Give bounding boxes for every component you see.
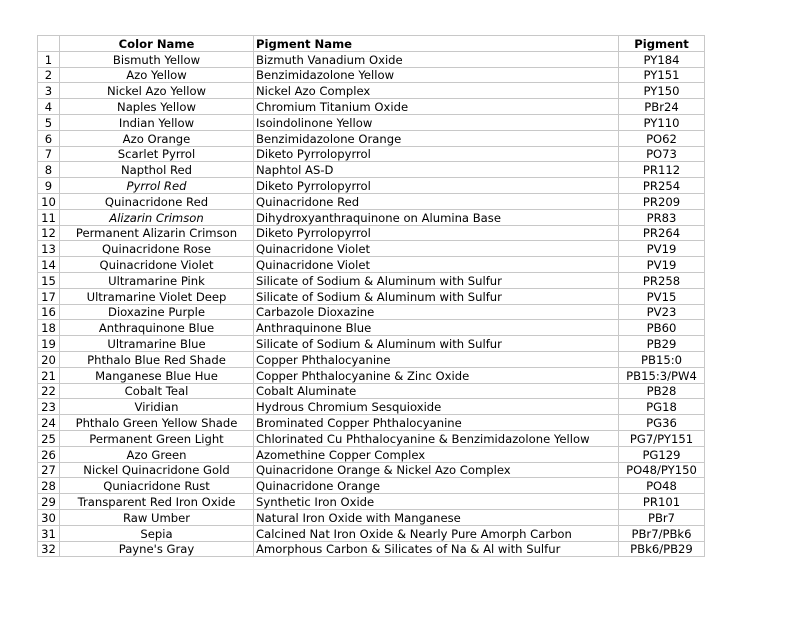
- pigment-name-cell: Quinacridone Violet: [254, 241, 619, 257]
- pigment-name-cell: Benzimidazolone Yellow: [254, 67, 619, 83]
- color-name-cell: Manganese Blue Hue: [60, 367, 254, 383]
- pigment-code-cell: PB60: [619, 320, 705, 336]
- table-row: [38, 430, 705, 446]
- color-name-cell: Azo Green: [60, 446, 254, 462]
- table-row: [38, 67, 705, 83]
- pigment-name-cell: Silicate of Sodium & Aluminum with Sulfur: [254, 336, 619, 352]
- pigment-code-cell: PG18: [619, 399, 705, 415]
- pigment-name-cell: Quinacridone Orange & Nickel Azo Complex: [254, 462, 619, 478]
- row-number: 3: [38, 83, 60, 99]
- color-name-cell: Pyrrol Red: [60, 178, 254, 194]
- pigment-name-cell: Amorphous Carbon & Silicates of Na & Al with Sulfur: [254, 541, 619, 557]
- table-row: [38, 478, 705, 494]
- row-number: 17: [38, 288, 60, 304]
- row-number: 27: [38, 462, 60, 478]
- pigment-table: [37, 35, 705, 557]
- color-name-cell: Payne's Gray: [60, 541, 254, 557]
- color-name-cell: Scarlet Pyrrol: [60, 146, 254, 162]
- table-row: [38, 146, 705, 162]
- pigment-name-cell: Quinacridone Red: [254, 193, 619, 209]
- pigment-name-cell: Chlorinated Cu Phthalocyanine & Benzimidazolone Yellow: [254, 430, 619, 446]
- color-name-cell: Naples Yellow: [60, 99, 254, 115]
- color-name-cell: Bismuth Yellow: [60, 51, 254, 67]
- table-row: [38, 525, 705, 541]
- color-name-cell: Azo Orange: [60, 130, 254, 146]
- table-row: [38, 446, 705, 462]
- pigment-name-cell: Dihydroxyanthraquinone on Alumina Base: [254, 209, 619, 225]
- row-number: 31: [38, 525, 60, 541]
- pigment-name-cell: Quinacridone Violet: [254, 257, 619, 273]
- pigment-code-cell: PO73: [619, 146, 705, 162]
- header-pigment: Pigment: [619, 36, 705, 52]
- pigment-code-cell: PO62: [619, 130, 705, 146]
- row-number: 30: [38, 509, 60, 525]
- color-name-cell: Quinacridone Rose: [60, 241, 254, 257]
- table-row: [38, 494, 705, 510]
- pigment-code-cell: PY151: [619, 67, 705, 83]
- pigment-name-cell: Brominated Copper Phthalocyanine: [254, 415, 619, 431]
- row-number: 22: [38, 383, 60, 399]
- row-number: 10: [38, 193, 60, 209]
- pigment-code-cell: PB28: [619, 383, 705, 399]
- pigment-code-cell: PR209: [619, 193, 705, 209]
- row-number: 15: [38, 272, 60, 288]
- pigment-name-cell: Quinacridone Orange: [254, 478, 619, 494]
- table-row: [38, 367, 705, 383]
- pigment-code-cell: PG36: [619, 415, 705, 431]
- color-name-cell: Nickel Azo Yellow: [60, 83, 254, 99]
- color-name-cell: Quinacridone Red: [60, 193, 254, 209]
- pigment-code-cell: PO48/PY150: [619, 462, 705, 478]
- table-row: [38, 336, 705, 352]
- table-row: [38, 99, 705, 115]
- color-name-cell: Napthol Red: [60, 162, 254, 178]
- pigment-name-cell: Diketo Pyrrolopyrrol: [254, 146, 619, 162]
- pigment-code-cell: PO48: [619, 478, 705, 494]
- row-number: 25: [38, 430, 60, 446]
- table-row: [38, 351, 705, 367]
- row-number: 21: [38, 367, 60, 383]
- pigment-name-cell: Isoindolinone Yellow: [254, 114, 619, 130]
- table-row: [38, 383, 705, 399]
- table-row: [38, 225, 705, 241]
- pigment-name-cell: Nickel Azo Complex: [254, 83, 619, 99]
- header-pigment-name: Pigment Name: [254, 36, 619, 52]
- pigment-code-cell: PY184: [619, 51, 705, 67]
- color-name-cell: Anthraquinone Blue: [60, 320, 254, 336]
- pigment-code-cell: PR258: [619, 272, 705, 288]
- pigment-code-cell: PB15:3/PW4: [619, 367, 705, 383]
- pigment-code-cell: PBr7: [619, 509, 705, 525]
- pigment-name-cell: Natural Iron Oxide with Manganese: [254, 509, 619, 525]
- header-number: [38, 36, 60, 52]
- pigment-code-cell: PY110: [619, 114, 705, 130]
- color-name-cell: Raw Umber: [60, 509, 254, 525]
- color-name-cell: Permanent Alizarin Crimson: [60, 225, 254, 241]
- pigment-code-cell: PV19: [619, 257, 705, 273]
- pigment-code-cell: PV15: [619, 288, 705, 304]
- table-row: [38, 288, 705, 304]
- header-color-name: Color Name: [60, 36, 254, 52]
- row-number: 32: [38, 541, 60, 557]
- color-name-cell: Dioxazine Purple: [60, 304, 254, 320]
- pigment-name-cell: Carbazole Dioxazine: [254, 304, 619, 320]
- table-row: [38, 241, 705, 257]
- pigment-name-cell: Diketo Pyrrolopyrrol: [254, 178, 619, 194]
- table-row: [38, 178, 705, 194]
- color-name-cell: Permanent Green Light: [60, 430, 254, 446]
- color-name-cell: Ultramarine Blue: [60, 336, 254, 352]
- row-number: 14: [38, 257, 60, 273]
- pigment-name-cell: Benzimidazolone Orange: [254, 130, 619, 146]
- pigment-name-cell: Copper Phthalocyanine: [254, 351, 619, 367]
- color-name-cell: Alizarin Crimson: [60, 209, 254, 225]
- pigment-name-cell: Copper Phthalocyanine & Zinc Oxide: [254, 367, 619, 383]
- color-name-cell: Azo Yellow: [60, 67, 254, 83]
- row-number: 19: [38, 336, 60, 352]
- table-row: [38, 399, 705, 415]
- pigment-name-cell: Silicate of Sodium & Aluminum with Sulfur: [254, 272, 619, 288]
- color-name-cell: Phthalo Green Yellow Shade: [60, 415, 254, 431]
- table-row: [38, 162, 705, 178]
- row-number: 11: [38, 209, 60, 225]
- pigment-name-cell: Hydrous Chromium Sesquioxide: [254, 399, 619, 415]
- row-number: 23: [38, 399, 60, 415]
- pigment-code-cell: PY150: [619, 83, 705, 99]
- color-name-cell: Nickel Quinacridone Gold: [60, 462, 254, 478]
- table-row: [38, 541, 705, 557]
- row-number: 18: [38, 320, 60, 336]
- pigment-name-cell: Naphtol AS-D: [254, 162, 619, 178]
- table-row: [38, 193, 705, 209]
- table-row: [38, 83, 705, 99]
- row-number: 5: [38, 114, 60, 130]
- color-name-cell: Cobalt Teal: [60, 383, 254, 399]
- table-row: [38, 257, 705, 273]
- color-name-cell: Ultramarine Violet Deep: [60, 288, 254, 304]
- row-number: 26: [38, 446, 60, 462]
- color-name-cell: Indian Yellow: [60, 114, 254, 130]
- table-row: [38, 509, 705, 525]
- table-row: [38, 415, 705, 431]
- pigment-code-cell: PV23: [619, 304, 705, 320]
- color-name-cell: Transparent Red Iron Oxide: [60, 494, 254, 510]
- pigment-name-cell: Cobalt Aluminate: [254, 383, 619, 399]
- pigment-name-cell: Silicate of Sodium & Aluminum with Sulfur: [254, 288, 619, 304]
- pigment-name-cell: Anthraquinone Blue: [254, 320, 619, 336]
- table-row: [38, 114, 705, 130]
- pigment-code-cell: PV19: [619, 241, 705, 257]
- pigment-name-cell: Bizmuth Vanadium Oxide: [254, 51, 619, 67]
- color-name-cell: Quniacridone Rust: [60, 478, 254, 494]
- row-number: 24: [38, 415, 60, 431]
- color-name-cell: Ultramarine Pink: [60, 272, 254, 288]
- row-number: 4: [38, 99, 60, 115]
- table-body: [38, 51, 705, 557]
- table-header-row: [38, 36, 705, 52]
- pigment-code-cell: PBr24: [619, 99, 705, 115]
- table-row: [38, 272, 705, 288]
- row-number: 1: [38, 51, 60, 67]
- row-number: 6: [38, 130, 60, 146]
- table-row: [38, 304, 705, 320]
- table-row: [38, 130, 705, 146]
- pigment-code-cell: PG129: [619, 446, 705, 462]
- color-name-cell: Viridian: [60, 399, 254, 415]
- table-row: [38, 51, 705, 67]
- pigment-code-cell: PBk6/PB29: [619, 541, 705, 557]
- pigment-code-cell: PR101: [619, 494, 705, 510]
- row-number: 7: [38, 146, 60, 162]
- pigment-name-cell: Diketo Pyrrolopyrrol: [254, 225, 619, 241]
- row-number: 12: [38, 225, 60, 241]
- pigment-code-cell: PR112: [619, 162, 705, 178]
- row-number: 9: [38, 178, 60, 194]
- pigment-name-cell: Calcined Nat Iron Oxide & Nearly Pure Amorph Carbon: [254, 525, 619, 541]
- row-number: 8: [38, 162, 60, 178]
- row-number: 16: [38, 304, 60, 320]
- row-number: 20: [38, 351, 60, 367]
- pigment-name-cell: Azomethine Copper Complex: [254, 446, 619, 462]
- pigment-name-cell: Chromium Titanium Oxide: [254, 99, 619, 115]
- table-row: [38, 462, 705, 478]
- pigment-code-cell: PBr7/PBk6: [619, 525, 705, 541]
- table-row: [38, 320, 705, 336]
- color-name-cell: Quinacridone Violet: [60, 257, 254, 273]
- pigment-code-cell: PR254: [619, 178, 705, 194]
- pigment-code-cell: PB29: [619, 336, 705, 352]
- pigment-code-cell: PG7/PY151: [619, 430, 705, 446]
- row-number: 29: [38, 494, 60, 510]
- pigment-name-cell: Synthetic Iron Oxide: [254, 494, 619, 510]
- row-number: 13: [38, 241, 60, 257]
- pigment-code-cell: PB15:0: [619, 351, 705, 367]
- color-name-cell: Sepia: [60, 525, 254, 541]
- row-number: 28: [38, 478, 60, 494]
- table-row: [38, 209, 705, 225]
- row-number: 2: [38, 67, 60, 83]
- color-name-cell: Phthalo Blue Red Shade: [60, 351, 254, 367]
- pigment-code-cell: PR264: [619, 225, 705, 241]
- pigment-code-cell: PR83: [619, 209, 705, 225]
